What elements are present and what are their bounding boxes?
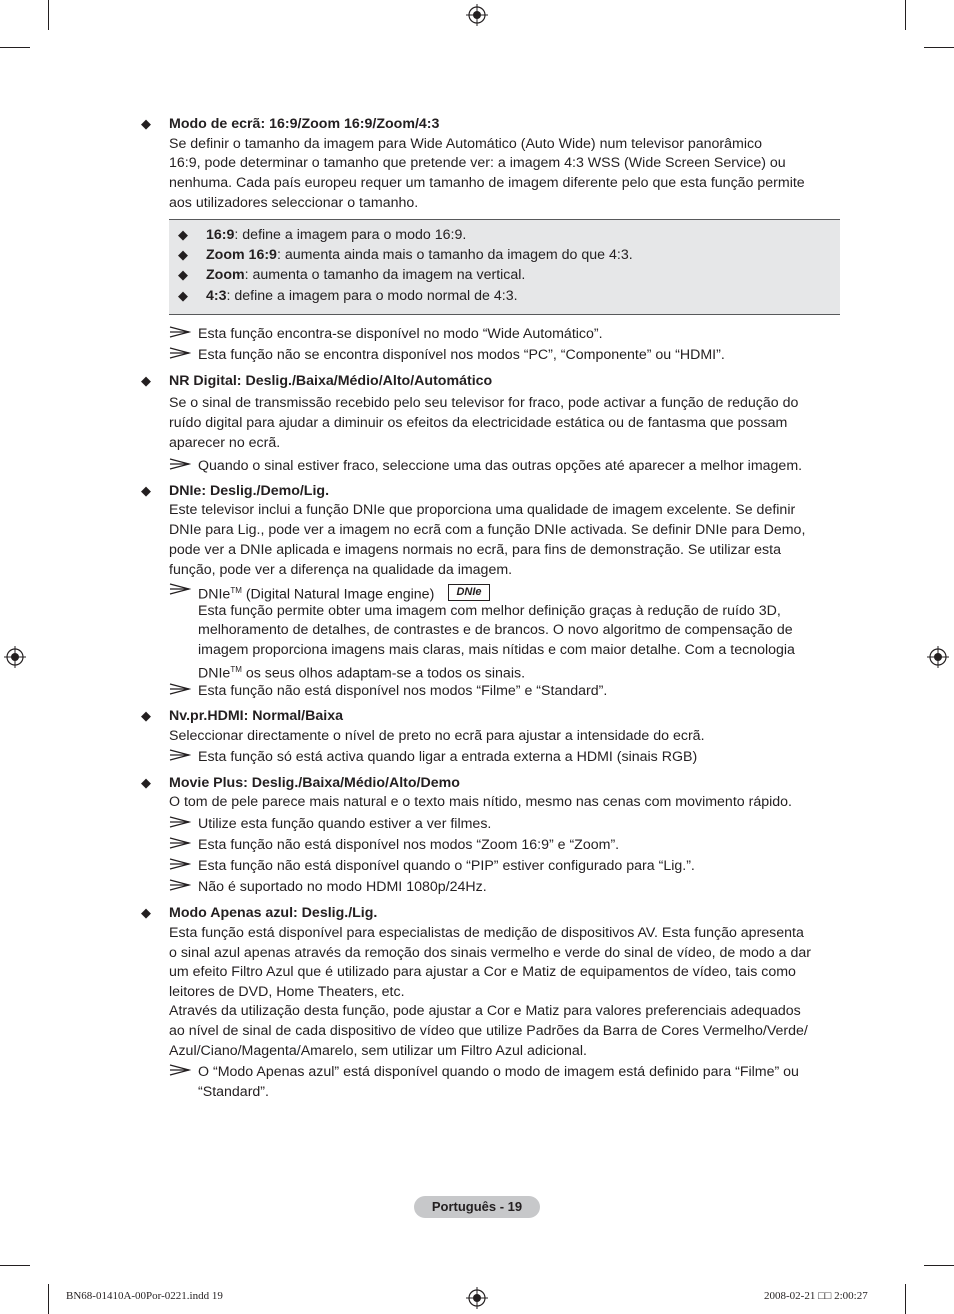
crop-mark	[905, 0, 906, 30]
body-line: Seleccionar directamente o nível de preto no ecrã para ajustar a intensidade do ecrã.	[169, 728, 705, 744]
note-text: Esta função não se encontra disponível nos modos “PC”, “Componente” ou “HDMI”.	[198, 347, 725, 363]
note-arrow-icon	[169, 837, 191, 849]
box-item-desc: : aumenta ainda mais o tamanho da imagem do que 4:3.	[276, 247, 633, 263]
body-line: Esta função está disponível para especialistas de medição de dispositivos AV. Esta função apresenta	[169, 925, 804, 941]
diamond-bullet-icon: ◆	[141, 116, 151, 131]
note-text: imagem proporciona imagens mais claras, mais nítidas e com maior detalhe. Com a tecnologia	[198, 642, 795, 658]
note-text: Esta função não está disponível nos modos “Filme” e “Standard”.	[198, 683, 608, 699]
note-arrow-icon	[169, 347, 191, 359]
box-item	[206, 286, 518, 306]
body-line: o sinal azul apenas através da remoção dos sinais vermelho e verde do sinal de vídeo, de modo a dar	[169, 945, 811, 961]
note-arrow-icon	[169, 858, 191, 870]
body-line: pode ver a DNIe aplicada e imagens normais no ecrã, para fins de demonstração. Se utilizar esta	[169, 542, 781, 558]
section-heading: Modo Apenas azul: Deslig./Lig.	[169, 905, 378, 921]
note-text: Utilize esta função quando estiver a ver filmes.	[198, 816, 492, 832]
crop-mark	[0, 1265, 30, 1266]
section-heading: DNIe: Deslig./Demo/Lig.	[169, 483, 330, 499]
body-line: O tom de pele parece mais natural e o texto mais nítido, mesmo nas cenas com movimento rápido.	[169, 794, 792, 810]
registration-mark-icon	[4, 646, 26, 668]
diamond-bullet-icon: ◆	[141, 483, 151, 498]
diamond-bullet-icon: ◆	[141, 708, 151, 723]
box-item-term: Zoom 16:9	[206, 247, 277, 263]
diamond-bullet-icon: ◆	[141, 905, 151, 920]
body-line: Se definir o tamanho da imagem para Wide Automático (Auto Wide) num televisor panorâmico	[169, 136, 763, 152]
box-item	[206, 245, 633, 265]
section-heading: NR Digital: Deslig./Baixa/Médio/Alto/Automático	[169, 373, 493, 389]
crop-mark	[48, 0, 49, 30]
section-heading: Movie Plus: Deslig./Baixa/Médio/Alto/Demo	[169, 775, 460, 791]
note-text: Quando o sinal estiver fraco, seleccione uma das outras opções até aparecer a melhor imagem.	[198, 458, 803, 474]
body-line: nenhuma. Cada país europeu requer um tamanho de imagem diferente pelo que esta função permite	[169, 175, 805, 191]
dnie-label: DNIe	[198, 665, 231, 682]
body-line: DNIe para Lig., pode ver a imagem no ecrã com a função DNIe activada. Se definir DNIe para Demo,	[169, 522, 806, 538]
diamond-bullet-icon: ◆	[178, 247, 188, 262]
registration-mark-icon	[466, 1287, 488, 1309]
body-line: aparecer no ecrã.	[169, 435, 281, 451]
diamond-bullet-icon: ◆	[178, 267, 188, 282]
section-heading: Nv.pr.HDMI: Normal/Baixa	[169, 708, 343, 724]
diamond-bullet-icon: ◆	[141, 373, 151, 388]
body-line: Se o sinal de transmissão recebido pelo seu televisor for fraco, pode activar a função de redução do	[169, 395, 799, 411]
note-text: Não é suportado no modo HDMI 1080p/24Hz.	[198, 879, 487, 895]
body-line: Azul/Ciano/Magenta/Amarelo, sem utilizar um Filtro Azul adicional.	[169, 1043, 587, 1059]
box-item	[206, 265, 525, 285]
body-line: 16:9, pode determinar o tamanho que pretende ver: a imagem 4:3 WSS (Wide Screen Service) ou	[169, 155, 786, 171]
crop-mark	[0, 47, 30, 48]
note-arrow-icon	[169, 683, 191, 695]
body-line: um efeito Filtro Azul que é utilizado para ajustar a Cor e Matiz de equipamentos de vídeo, tais como	[169, 964, 796, 980]
body-line: função, pode ver a diferença na qualidade da imagem.	[169, 562, 513, 578]
note-text: “Standard”.	[198, 1084, 269, 1100]
body-line: Este televisor inclui a função DNIe que proporciona uma qualidade de imagem excelente. Se definir	[169, 502, 796, 518]
dnie-expansion: (Digital Natural Image engine)	[241, 586, 435, 603]
note-arrow-icon	[169, 816, 191, 828]
box-item-desc: : define a imagem para o modo normal de 4:3.	[226, 288, 518, 304]
page-number-badge: Português - 19	[414, 1196, 540, 1218]
trademark-mark: TM	[230, 665, 242, 674]
crop-mark	[924, 1265, 954, 1266]
registration-mark-icon	[466, 4, 488, 26]
note-arrow-icon	[169, 879, 191, 891]
note-text: Esta função não está disponível quando o “PIP” estiver configurado para “Lig.”.	[198, 858, 695, 874]
note-text: Esta função só está activa quando ligar a entrada externa a HDMI (sinais RGB)	[198, 749, 698, 765]
body-line: leitores de DVD, Home Theaters, etc.	[169, 984, 405, 1000]
note-text: Esta função encontra-se disponível no modo “Wide Automático”.	[198, 326, 603, 342]
body-line: ao nível de sinal de cada dispositivo de vídeo que utilize Padrões da Barra de Cores Vermelho/Verde/	[169, 1023, 808, 1039]
date-slug: 2008-02-21 □□ 2:00:27	[764, 1290, 868, 1302]
body-line: ruído digital para ajudar a diminuir os efeitos da electricidade estática ou de fantasma que possam	[169, 415, 788, 431]
dnie-label: DNIe	[198, 586, 231, 603]
box-item	[206, 225, 466, 245]
box-item-desc: : define a imagem para o modo 16:9.	[234, 227, 467, 243]
note-text: O “Modo Apenas azul” está disponível quando o modo de imagem está definido para “Filme” ou	[198, 1064, 799, 1080]
trademark-mark: TM	[230, 586, 242, 595]
note-text: melhoramento de detalhes, de contrastes e de brancos. O novo algoritmo de compensação de	[198, 622, 793, 638]
box-item-desc: : aumenta o tamanho da imagem na vertical.	[244, 267, 526, 283]
registration-mark-icon	[927, 646, 949, 668]
body-line: aos utilizadores seleccionar o tamanho.	[169, 195, 419, 211]
note-arrow-icon	[169, 749, 191, 761]
crop-mark	[905, 1284, 906, 1314]
crop-mark	[48, 1284, 49, 1314]
crop-mark	[924, 47, 954, 48]
diamond-bullet-icon: ◆	[141, 775, 151, 790]
diamond-bullet-icon: ◆	[178, 227, 188, 242]
diamond-bullet-icon: ◆	[178, 288, 188, 303]
note-arrow-icon	[169, 326, 191, 338]
section-heading: Modo de ecrã: 16:9/Zoom 16:9/Zoom/4:3	[169, 116, 440, 132]
file-slug: BN68-01410A-00Por-0221.indd 19	[66, 1290, 223, 1302]
note-text: Esta função não está disponível nos modos “Zoom 16:9” e “Zoom”.	[198, 837, 620, 853]
box-item-term: 4:3	[206, 288, 227, 304]
note-text-tail: os seus olhos adaptam-se a todos os sinais.	[241, 665, 526, 682]
note-text: Esta função permite obter uma imagem com melhor definição graças à redução de ruído 3D,	[198, 603, 781, 619]
note-arrow-icon	[169, 1064, 191, 1076]
body-line: Através da utilização desta função, pode ajustar a Cor e Matiz para valores preferenciais adequados	[169, 1003, 801, 1019]
dnie-logo: DNIe	[448, 584, 490, 601]
box-item-term: 16:9	[206, 227, 235, 243]
note-arrow-icon	[169, 458, 191, 470]
note-arrow-icon	[169, 583, 191, 595]
box-item-term: Zoom	[206, 267, 245, 283]
